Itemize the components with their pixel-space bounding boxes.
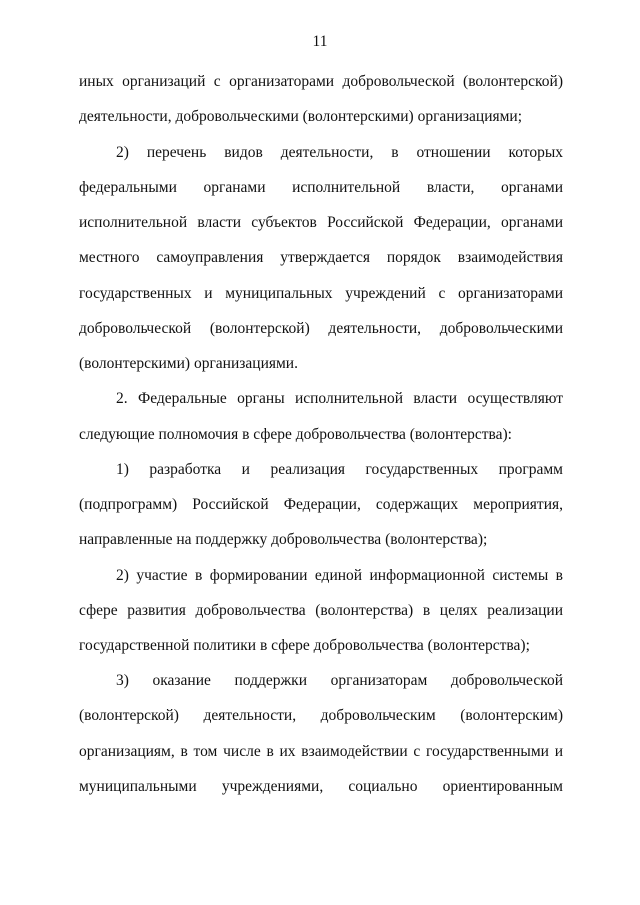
text-line: 2. Федеральные органы исполнительной власти осуществляют bbox=[116, 390, 563, 407]
text-line: (волонтерской) деятельности, добровольческим (волонтерским) bbox=[79, 707, 563, 724]
text-line: исполнительной власти субъектов Российской Федерации, органами bbox=[79, 214, 563, 231]
text-line: организациям, в том числе в их взаимодействии с государственными и bbox=[79, 743, 563, 760]
text-line: 3) оказание поддержки организаторам добровольческой bbox=[116, 672, 563, 689]
text-line: направленные на поддержку добровольчества (волонтерства); bbox=[79, 531, 488, 548]
text-line: деятельности, добровольческими (волонтерскими) организациями; bbox=[79, 108, 523, 125]
text-line: 2) участие в формировании единой информационной системы в bbox=[116, 567, 563, 584]
text-line: государственной политики в сфере добровольчества (волонтерства); bbox=[79, 637, 530, 654]
text-line: следующие полномочия в сфере добровольчества (волонтерства): bbox=[79, 426, 512, 443]
text-line: добровольческой (волонтерской) деятельности, добровольческими bbox=[79, 320, 563, 337]
text-line: местного самоуправления утверждается порядок взаимодействия bbox=[79, 249, 563, 266]
text-line: федеральными органами исполнительной власти, органами bbox=[79, 179, 563, 196]
text-line: 1) разработка и реализация государственных программ bbox=[116, 461, 563, 478]
page-number: 11 bbox=[312, 33, 328, 50]
text-line: 2) перечень видов деятельности, в отношении которых bbox=[116, 144, 563, 161]
text-line: государственных и муниципальных учреждений с организаторами bbox=[79, 285, 563, 302]
text-line: сфере развития добровольчества (волонтерства) в целях реализации bbox=[79, 602, 563, 619]
text-line: муниципальными учреждениями, социально ориентированным bbox=[79, 778, 563, 795]
text-line: иных организаций с организаторами добровольческой (волонтерской) bbox=[79, 73, 563, 90]
text-line: (подпрограмм) Российской Федерации, содержащих мероприятия, bbox=[79, 496, 563, 513]
text-line: (волонтерскими) организациями. bbox=[79, 355, 298, 372]
